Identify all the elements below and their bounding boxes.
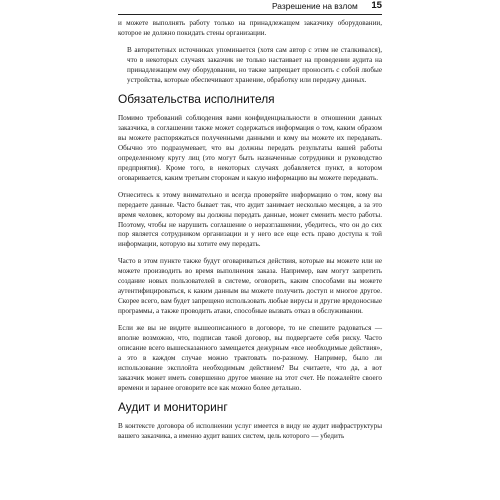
paragraph: Помимо требований соблюдения вами конфиденциальности в отношении данных заказчика, в соглашении также может содержаться информация о том, каким образом вы можете распоряжаться полученными данными и кому вы можете их передавать. Обычно это подразумевает, что вы должны передать результаты вашей работы определенному кругу лиц (это могут быть назначенные сотрудники и руководство предприятия). Кроме того, в некоторых случаях добавляется пункт, в котором оговаривается, каким третьим сторонам и какую информацию вы можете передавать.: [118, 113, 382, 182]
running-header: [118, 0, 382, 15]
paragraph: Отнеситесь к этому внимательно и всегда проверяйте информацию о том, кому вы передаете данные. Часто бывает так, что аудит занимает несколько месяцев, а за это время человек, которому вы должны передать данные, может сменить место работы. Поэтому, чтобы не нарушить соглашение о неразглашении, убедитесь, что он до сих пор является сотрудником организации и у него все еще есть право доступа к той информации, которую вы хотите ему передать.: [118, 190, 382, 249]
paragraph: Часто в этом пункте также будут оговариваться действия, которые вы можете или не можете производить во время выполнения заказа. Например, вам могут запретить создание новых пользователей в системе, оговорить, каким способами вы можете аутентифицироваться, к каким данным вы можете получить доступ и многое другое. Скорее всего, вам будет запрещено использовать любые вирусы и другие вредоносные программы, а также проводить атаки, способные вызвать отказ в обслуживании.: [118, 257, 382, 316]
paragraph: В контексте договора об исполнении услуг имеется в виду не аудит инфраструктуры вашего заказчика, а именно аудит ваших систем, цель которого — убедить: [118, 422, 382, 441]
paragraph: Если же вы не видите вышеописанного в договоре, то не спешите радоваться — вполне возможно, что, подписав такой договор, вы подвергаете себя риску. Часто описание всего вышесказанного замещается дежурным «все необходимые действия», а это в каждом случае можно трактовать по-разному. Например, было ли использование эксплойта необходимым действием? Вы считаете, что да, а вот заказчик может иметь совершенно другое мнение на этот счет. Не пожалейте своего времени и заранее оговорите все как можно более детально.: [118, 324, 382, 393]
paragraph: В авторитетных источниках упоминается (хотя сам автор с этим не сталкивался), что в некоторых случаях заказчик не только настаивает на проведении аудита на принадлежащем ему оборудовании, но также запрещает проносить с собой любые устройства, которые обеспечивают хранение, обработку или передачу данных.: [127, 46, 382, 84]
page-body: [118, 19, 382, 449]
page-number: 15: [371, 0, 382, 11]
section-heading: Аудит и мониторинг: [118, 400, 228, 415]
running-title: Разрешение на взлом: [272, 1, 358, 11]
section-heading: Обязательства исполнителя: [118, 91, 275, 106]
paragraph: и можете выполнять работу только на принадлежащем заказчику оборудовании, которое не должно покидать стены организации.: [118, 19, 382, 37]
